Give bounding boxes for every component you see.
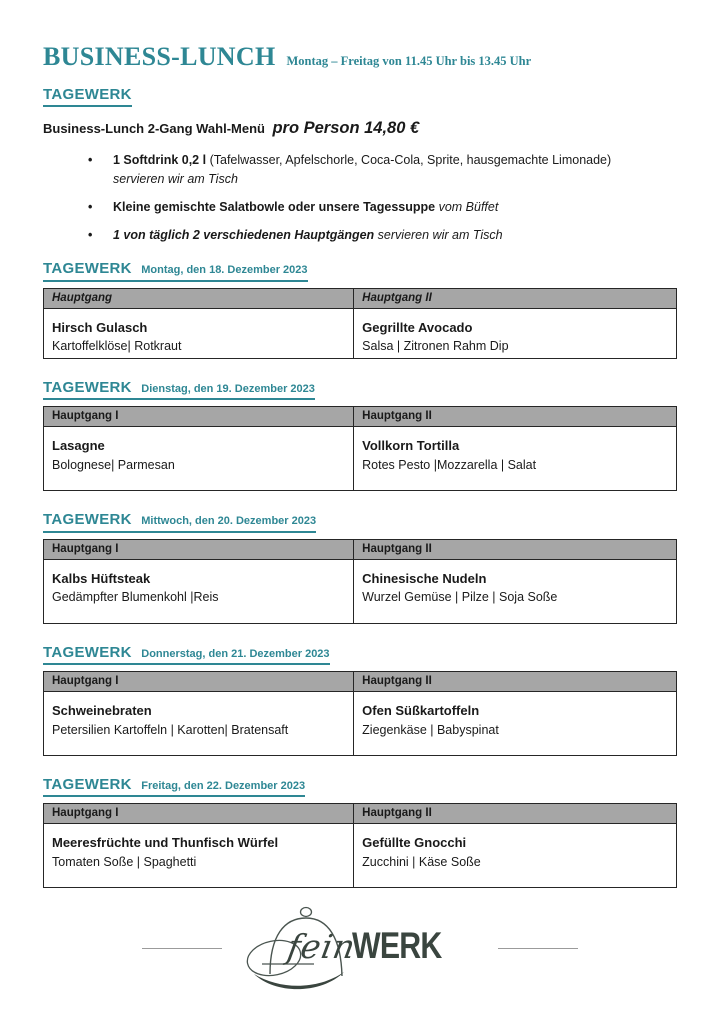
day-section-tuesday	[43, 379, 677, 491]
menu-bullet-list	[43, 151, 677, 244]
menu-table-tuesday	[43, 406, 677, 491]
bullet-icon: •	[88, 199, 93, 214]
dish-name: Vollkorn Tortilla	[362, 438, 460, 454]
dish-name: Kalbs Hüftsteak	[52, 570, 151, 586]
menu-table-monday	[43, 288, 677, 359]
bullet-icon: •	[88, 227, 93, 242]
dish-name: Gefüllte Gnocchi	[362, 835, 467, 851]
dish-sides: Bolognese| Parmesan	[52, 457, 175, 472]
bullet-salad-soup-text: Kleine gemischte Salatbowle oder unsere Tagessuppe vom Büffet	[113, 199, 499, 214]
dish-sides: Tomaten Soße | Spaghetti	[52, 854, 197, 869]
course-cell-1	[44, 559, 354, 623]
course-cell-1	[44, 824, 354, 888]
dish-sides: Gedämpfter Blumenkohl |Reis	[52, 590, 219, 605]
dish-sides: Salsa | Zitronen Rahm Dip	[362, 339, 509, 354]
dish-name: Lasagne	[52, 438, 105, 454]
course-cell-2	[354, 559, 677, 623]
course-cell-1	[44, 427, 354, 491]
dish-name: Chinesische Nudeln	[362, 570, 487, 586]
feinwerk-logo	[226, 900, 494, 996]
dish-name: Ofen Süßkartoffeln	[362, 702, 480, 718]
course-header-1: Hauptgang I	[44, 407, 354, 427]
dish-sides: Zucchini | Käse Soße	[362, 854, 481, 869]
dish-name: Schweinebraten	[52, 702, 152, 718]
day-date: Montag, den 18. Dezember 2023	[141, 264, 308, 277]
course-header-2: Hauptgang II	[354, 671, 677, 691]
logo-wordmark: WERK	[352, 925, 442, 967]
footer	[43, 900, 677, 996]
bullet-main-courses	[43, 226, 677, 245]
day-date: Mittwoch, den 20. Dezember 2023	[141, 515, 317, 528]
course-header-1: Hauptgang I	[44, 671, 354, 691]
dish-sides: Rotes Pesto |Mozzarella | Salat	[362, 457, 537, 472]
day-section-thursday	[43, 644, 677, 756]
day-section-monday	[43, 260, 677, 358]
dish-sides: Petersilien Kartoffeln | Karotten| Bratensaft	[52, 722, 289, 737]
bullet-main-courses-text: 1 von täglich 2 verschiedenen Hauptgängen servieren wir am Tisch	[113, 227, 503, 242]
dish-name: Meeresfrüchte und Thunfisch Würfel	[52, 835, 279, 851]
tagewerk-heading-label: TAGEWERK	[43, 86, 132, 103]
menu-table-wednesday	[43, 539, 677, 624]
menu-table-thursday	[43, 671, 677, 756]
dish-sides: Ziegenkäse | Babyspinat	[362, 722, 499, 737]
course-cell-1	[44, 691, 354, 755]
footer-rule-right	[498, 948, 578, 949]
page-title: BUSINESS-LUNCH	[43, 42, 276, 71]
course-header-2: Hauptgang II	[354, 288, 677, 308]
day-heading-thursday: TAGEWERK Donnerstag, den 21. Dezember 2023	[43, 644, 330, 665]
course-header-2: Hauptgang II	[354, 539, 677, 559]
course-cell-1	[44, 308, 354, 358]
dish-sides: Kartoffelklöse| Rotkraut	[52, 339, 182, 354]
dish-sides: Wurzel Gemüse | Pilze | Soja Soße	[362, 590, 558, 605]
menu-price: pro Person 14,80 €	[272, 119, 420, 138]
day-section-wednesday	[43, 511, 677, 623]
document-title-row	[43, 44, 677, 70]
logo-script-text: fein	[284, 927, 360, 967]
day-heading-friday: TAGEWERK Freitag, den 22. Dezember 2023	[43, 776, 305, 797]
day-heading-monday: TAGEWERK Montag, den 18. Dezember 2023	[43, 260, 308, 281]
dish-name: Hirsch Gulasch	[52, 319, 148, 335]
course-cell-2	[354, 691, 677, 755]
day-date: Dienstag, den 19. Dezember 2023	[141, 382, 315, 395]
bullet-salad-soup	[43, 198, 677, 217]
day-section-friday	[43, 776, 677, 888]
dish-name: Gegrillte Avocado	[362, 319, 473, 335]
course-header-1: Hauptgang I	[44, 539, 354, 559]
course-header-1: Hauptgang	[44, 288, 354, 308]
course-cell-2	[354, 308, 677, 358]
course-header-2: Hauptgang II	[354, 804, 677, 824]
menu-summary-label: Business-Lunch 2-Gang Wahl-Menü	[43, 121, 265, 137]
course-header-2: Hauptgang II	[354, 407, 677, 427]
menu-table-friday	[43, 803, 677, 888]
bullet-softdrink	[43, 151, 677, 189]
day-heading-wednesday: TAGEWERK Mittwoch, den 20. Dezember 2023	[43, 511, 316, 532]
page-subtitle: Montag – Freitag von 11.45 Uhr bis 13.45 Uhr	[286, 54, 532, 68]
day-heading-tuesday: TAGEWERK Dienstag, den 19. Dezember 2023	[43, 379, 315, 400]
bullet-softdrink-text: 1 Softdrink 0,2 l (Tafelwasser, Apfelschorle, Coca-Cola, Sprite, hausgemachte Limonade) servieren wir am Tisch	[113, 153, 612, 187]
footer-rule-left	[142, 948, 222, 949]
bullet-icon: •	[88, 153, 93, 168]
day-date: Donnerstag, den 21. Dezember 2023	[141, 647, 330, 660]
course-cell-2	[354, 824, 677, 888]
tagewerk-heading	[43, 86, 677, 107]
day-date: Freitag, den 22. Dezember 2023	[141, 779, 306, 792]
course-header-1: Hauptgang I	[44, 804, 354, 824]
menu-summary	[43, 120, 677, 137]
course-cell-2	[354, 427, 677, 491]
